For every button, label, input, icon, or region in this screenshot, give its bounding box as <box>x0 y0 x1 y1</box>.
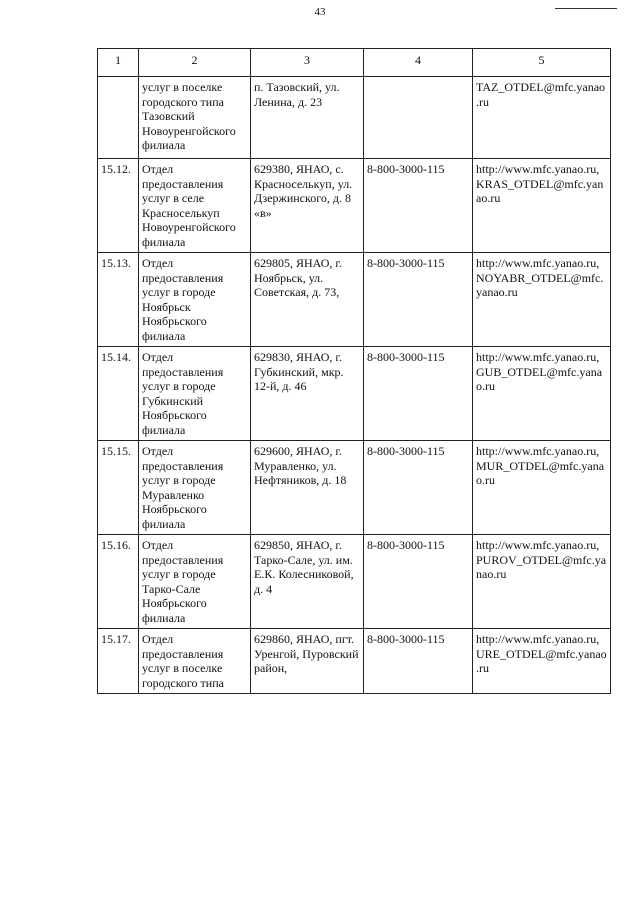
office-contacts: http://www.mfc.yanao.ru, PUROV_OTDEL@mfc.yanao.ru <box>473 535 611 629</box>
office-contacts: http://www.mfc.yanao.ru, NOYABR_OTDEL@mfc.yanao.ru <box>473 253 611 347</box>
office-contacts: http://www.mfc.yanao.ru, URE_OTDEL@mfc.yanao.ru <box>473 629 611 694</box>
office-phone: 8-800-3000-115 <box>364 347 473 441</box>
office-name: Отдел предоставления услуг в поселке городского типа <box>139 629 251 694</box>
office-contacts: http://www.mfc.yanao.ru, MUR_OTDEL@mfc.yanao.ru <box>473 441 611 535</box>
column-header: 1 <box>98 49 139 77</box>
row-number: 15.12. <box>98 159 139 253</box>
header-rule <box>555 8 617 9</box>
office-phone: 8-800-3000-115 <box>364 159 473 253</box>
office-name: Отдел предоставления услуг в городе Ноябрьск Ноябрьского филиала <box>139 253 251 347</box>
table-row <box>98 253 611 347</box>
office-phone: 8-800-3000-115 <box>364 535 473 629</box>
mfc-offices-table <box>97 48 611 694</box>
office-name: Отдел предоставления услуг в городе Тарко-Сале Ноябрьского филиала <box>139 535 251 629</box>
table-row <box>98 77 611 159</box>
office-address: п. Тазовский, ул. Ленина, д. 23 <box>251 77 364 159</box>
table-row <box>98 347 611 441</box>
office-name: услуг в поселке городского типа Тазовский Новоуренгойского филиала <box>139 77 251 159</box>
row-number: 15.15. <box>98 441 139 535</box>
office-address: 629600, ЯНАО, г. Муравленко, ул. Нефтяников, д. 18 <box>251 441 364 535</box>
row-number: 15.13. <box>98 253 139 347</box>
office-name: Отдел предоставления услуг в селе Красноселькуп Новоуренгойского филиала <box>139 159 251 253</box>
row-number: 15.14. <box>98 347 139 441</box>
office-phone: 8-800-3000-115 <box>364 253 473 347</box>
office-address: 629860, ЯНАО, пгт. Уренгой, Пуровский район, <box>251 629 364 694</box>
column-header: 2 <box>139 49 251 77</box>
row-number <box>98 77 139 159</box>
office-address: 629380, ЯНАО, с. Красноселькуп, ул. Дзержинского, д. 8 «в» <box>251 159 364 253</box>
column-header: 5 <box>473 49 611 77</box>
table-row <box>98 535 611 629</box>
row-number: 15.17. <box>98 629 139 694</box>
column-header: 4 <box>364 49 473 77</box>
office-address: 629850, ЯНАО, г. Тарко-Сале, ул. им. Е.К. Колесниковой, д. 4 <box>251 535 364 629</box>
office-contacts: http://www.mfc.yanao.ru, GUB_OTDEL@mfc.yanao.ru <box>473 347 611 441</box>
office-address: 629830, ЯНАО, г. Губкинский, мкр. 12-й, д. 46 <box>251 347 364 441</box>
table-row <box>98 441 611 535</box>
office-phone <box>364 77 473 159</box>
office-name: Отдел предоставления услуг в городе Губкинский Ноябрьского филиала <box>139 347 251 441</box>
office-address: 629805, ЯНАО, г. Ноябрьск, ул. Советская, д. 73, <box>251 253 364 347</box>
office-phone: 8-800-3000-115 <box>364 441 473 535</box>
office-name: Отдел предоставления услуг в городе Муравленко Ноябрьского филиала <box>139 441 251 535</box>
table-row <box>98 159 611 253</box>
office-contacts: TAZ_OTDEL@mfc.yanao.ru <box>473 77 611 159</box>
table-row <box>98 629 611 694</box>
column-header: 3 <box>251 49 364 77</box>
page-number: 43 <box>314 6 326 18</box>
column-number-row <box>98 49 611 77</box>
office-contacts: http://www.mfc.yanao.ru, KRAS_OTDEL@mfc.yanao.ru <box>473 159 611 253</box>
office-phone: 8-800-3000-115 <box>364 629 473 694</box>
row-number: 15.16. <box>98 535 139 629</box>
